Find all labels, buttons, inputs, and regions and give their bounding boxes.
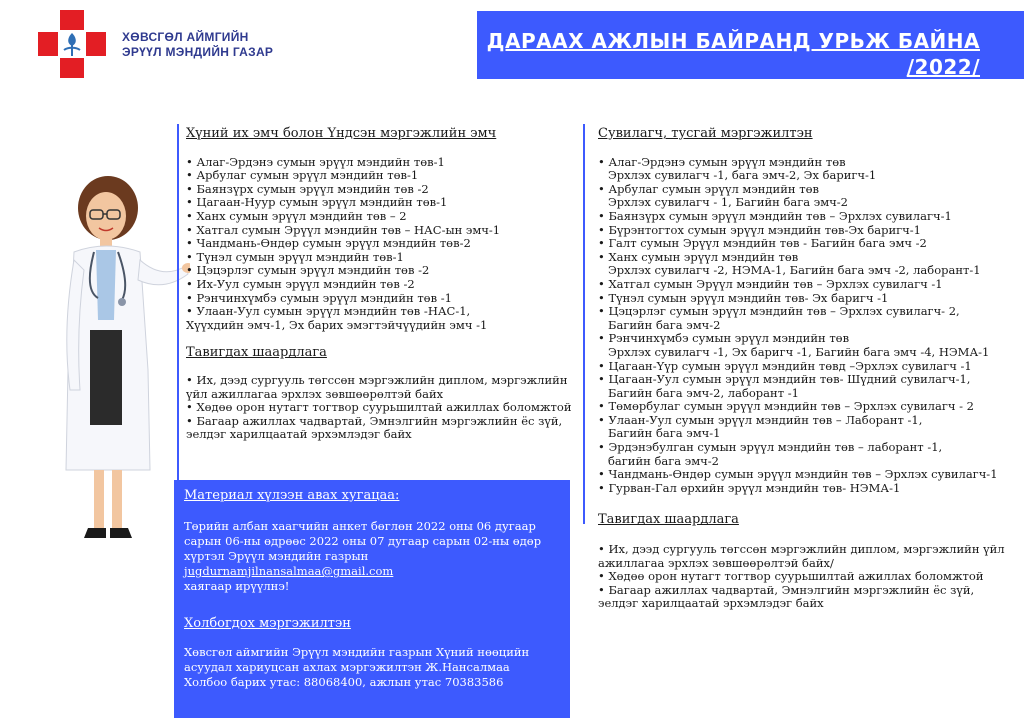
list-item-main: • Галт сумын Эрүүл мэндийн төв - Багийн бага эмч -2 [598, 236, 927, 251]
list-item [598, 332, 1024, 359]
deadline-line: хаягаар ирүүлнэ! [184, 579, 290, 593]
banner-year: /2022/ [906, 55, 980, 79]
list-item-detail: багийн бага эмч-2 [608, 453, 719, 468]
list-item [598, 237, 1024, 251]
right-requirements-list [598, 543, 1024, 611]
list-item-main: • Алаг-Эрдэнэ сумын эрүүл мэндийн төв [598, 154, 846, 169]
list-item-main: • Улаан-Уул сумын эрүүл мэндийн төв – Лаборант -1, [598, 412, 923, 427]
list-item: • Чандмань-Өндөр сумын эрүүл мэндийн төв-2 [186, 236, 471, 251]
list-item-main: • Хатгал сумын Эрүүл мэндийн төв – Эрхлэх сувилагч -1 [598, 276, 943, 291]
right-requirements-heading: Тавигдах шаардлага [598, 512, 739, 528]
organization-name [122, 30, 273, 60]
right-divider [583, 124, 585, 524]
list-item-detail: Багийн бага эмч-1 [608, 426, 721, 441]
red-cross-logo-icon [38, 10, 106, 78]
org-name-line2: ЭРҮҮЛ МЭНДИЙН ГАЗАР [122, 45, 274, 59]
list-item-main: • Рэнчинхүмбэ сумын эрүүл мэндийн төв [598, 331, 850, 346]
list-item-main: • Баянзүрх сумын эрүүл мэндийн төв – Эрхлэх сувилагч-1 [598, 208, 952, 223]
list-item [598, 183, 1024, 210]
list-item-main: • Цагаан-Үүр сумын эрүүл мэндийн төвд –Эрхлэх сувилагч -1 [598, 358, 972, 373]
left-requirements-list [186, 374, 576, 442]
list-item: • Алаг-Эрдэнэ сумын эрүүл мэндийн төв-1 [186, 154, 445, 169]
list-item: • Цэцэрлэг сумын эрүүл мэндийн төв -2 [186, 263, 430, 278]
contact-heading: Холбогдох мэргэжилтэн [184, 616, 351, 631]
nurse-vacancies-list [598, 156, 1024, 496]
list-item [598, 360, 1024, 374]
list-item [598, 414, 1024, 441]
list-item [598, 292, 1024, 306]
contact-line: Хөвсгөл аймгийн Эрүүл мэндийн газрын Хүний нөөцийн [184, 645, 530, 659]
list-item [598, 482, 1024, 496]
deadline-heading: Материал хүлээн авах хугацаа: [184, 488, 400, 503]
list-item-detail: Эрхлэх сувилагч -2, НЭМА-1, Багийн бага эмч -2, лаборант-1 [608, 263, 981, 278]
left-divider [177, 124, 179, 480]
doctor-illustration [40, 170, 190, 550]
list-item: • Цагаан-Нуур сумын эрүүл мэндийн төв-1 [186, 195, 448, 210]
list-item-main: • Гурван-Гал өрхийн эрүүл мэндийн төв- НЭМА-1 [598, 480, 901, 495]
contact-text [184, 645, 564, 690]
requirement-line: • Хөдөө орон нутагт тогтвор суурьшилтай ажиллах боломжтой [598, 569, 984, 584]
list-item [598, 251, 1024, 278]
requirement-line: • Багаар ажиллах чадвартай, Эмнэлгийн мэргэжлийн ёс зүй, [186, 413, 563, 428]
requirement-line: эелдэг харилцаатай эрхэмлэдэг байх [186, 427, 412, 442]
doctor-vacancies-heading: Хүний их эмч болон Үндсэн мэргэжлийн эмч [186, 126, 497, 141]
list-item: • Ханх сумын эрүүл мэндийн төв – 2 [186, 208, 407, 223]
list-item [598, 400, 1024, 414]
list-item [598, 373, 1024, 400]
requirement-line: • Багаар ажиллах чадвартай, Эмнэлгийн мэргэжлийн ёс зүй, [598, 582, 975, 597]
list-item-main: • Эрдэнэбулган сумын эрүүл мэндийн төв – лаборант -1, [598, 440, 943, 455]
doctor-vacancies-list [186, 156, 576, 319]
requirement-line: эелдэг харилцаатай эрхэмлэдэг байх [598, 596, 824, 611]
doctor-vacancies-section [186, 127, 576, 442]
list-item: • Рэнчинхүмбэ сумын эрүүл мэндийн төв -1 [186, 290, 452, 305]
list-item [598, 210, 1024, 224]
list-item-main: • Бүрэнтогтох сумын эрүүл мэндийн төв-Эх баригч-1 [598, 222, 921, 237]
requirement-line: • Их, дээд сургууль төгссөн мэргэжлийн диплом, мэргэжлийн үйл [598, 542, 1005, 557]
list-item-main: • Түнэл сумын эрүүл мэндийн төв- Эх баригч -1 [598, 290, 889, 305]
list-item: • Улаан-Уул сумын эрүүл мэндийн төв -НАС-1, [186, 304, 471, 319]
list-item-detail: Эрхлэх сувилагч -1, бага эмч-2, Эх баригч-1 [608, 168, 877, 183]
list-item [598, 278, 1024, 292]
nurse-vacancies-heading: Сувилагч, тусгай мэргэжилтэн [598, 126, 813, 141]
list-item-main: • Чандмань-Өндөр сумын эрүүл мэндийн төв – Эрхлэх сувилагч-1 [598, 467, 998, 482]
list-item-main: • Арбулаг сумын эрүүл мэндийн төв [598, 181, 819, 196]
list-item: • Их-Уул сумын эрүүл мэндийн төв -2 [186, 276, 415, 291]
contact-line: Холбоо барих утас: 88068400, ажлын утас 70383586 [184, 675, 504, 689]
deadline-line: хүртэл Эрүүл мэндийн газрын [184, 549, 369, 563]
list-item-main: • Ханх сумын эрүүл мэндийн төв [598, 249, 799, 264]
email-link[interactable]: jugdurnamjilnansalmaa@gmail.com [184, 564, 394, 578]
list-item-continuation: Хүүхдийн эмч-1, Эх барих эмэгтэйчүүдийн эмч -1 [186, 317, 488, 332]
requirement-line: үйл ажиллагаа эрхлэх зөвшөөрөлтэй байх [186, 386, 444, 401]
deadline-line: Төрийн албан хаагчийн анкет бөглөн 2022 оны 06 дугаар [184, 519, 536, 533]
list-item: • Баянзүрх сумын эрүүл мэндийн төв -2 [186, 181, 429, 196]
list-item [598, 468, 1024, 482]
application-info-box [174, 480, 570, 718]
list-item-detail: Багийн бага эмч-2 [608, 317, 721, 332]
list-item: • Хатгал сумын Эрүүл мэндийн төв – НАС-ын эмч-1 [186, 222, 501, 237]
list-item [598, 441, 1024, 468]
requirement-line: • Хөдөө орон нутагт тогтвор суурьшилтай ажиллах боломжтой [186, 400, 572, 415]
list-item-main: • Төмөрбулаг сумын эрүүл мэндийн төв – Эрхлэх сувилагч - 2 [598, 399, 974, 414]
list-item-main: • Цэцэрлэг сумын эрүүл мэндийн төв – Эрхлэх сувилагч- 2, [598, 304, 960, 319]
list-item [598, 305, 1024, 332]
requirement-line: • Их, дээд сургууль төгссөн мэргэжлийн диплом, мэргэжлийн [186, 372, 568, 387]
nurse-vacancies-section [598, 127, 1024, 611]
deadline-line: сарын 06-ны өдрөөс 2022 оны 07 дугаар сарын 02-ны өдөр [184, 534, 542, 548]
list-item-main: • Цагаан-Уул сумын эрүүл мэндийн төв- Шүдний сувилагч-1, [598, 372, 971, 387]
list-item [598, 224, 1024, 238]
header-banner [477, 11, 1024, 79]
list-item [598, 156, 1024, 183]
contact-line: асуудал хариуцсан ахлах мэргэжилтэн Ж.Нансалмаа [184, 660, 510, 674]
left-requirements-heading: Тавигдах шаардлага [186, 345, 327, 361]
list-item-detail: Эрхлэх сувилагч - 1, Багийн бага эмч-2 [608, 195, 848, 210]
org-name-line1: ХӨВСГӨЛ АЙМГИЙН [122, 30, 249, 44]
requirement-line: ажиллагаа эрхлэх зөвшөөрөлтэй байх/ [598, 555, 834, 570]
list-item: • Арбулаг сумын эрүүл мэндийн төв-1 [186, 168, 419, 183]
list-item-detail: Багийн бага эмч-2, лаборант -1 [608, 385, 799, 400]
list-item-detail: Эрхлэх сувилагч -1, Эх баригч -1, Багийн бага эмч -4, НЭМА-1 [608, 344, 990, 359]
list-item: • Түнэл сумын эрүүл мэндийн төв-1 [186, 249, 404, 264]
banner-title: ДАРААХ АЖЛЫН БАЙРАНД УРЬЖ БАЙНА [486, 29, 980, 53]
deadline-text [184, 519, 564, 594]
